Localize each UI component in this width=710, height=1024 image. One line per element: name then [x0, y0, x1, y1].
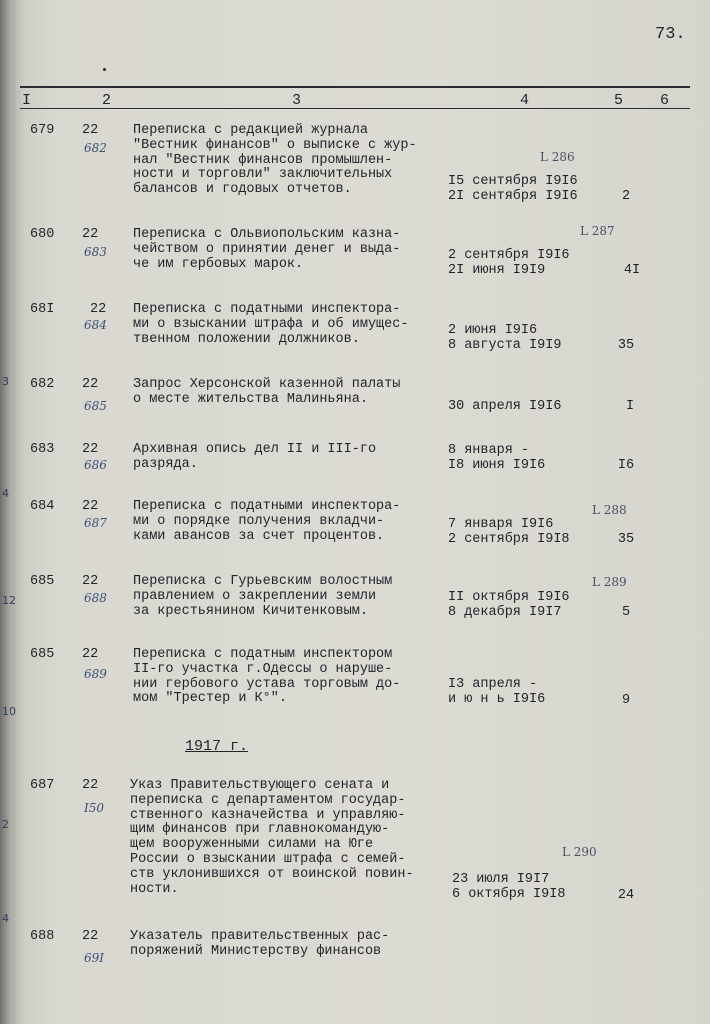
- pencil-annotation: L 287: [580, 224, 615, 238]
- entry-number: 684: [30, 499, 55, 514]
- entry-title: Архивная опись дел II и III-го разряда.: [133, 442, 377, 472]
- entry-title: Переписка с податными инспектора- ми о порядке получения вкладчи- ками авансов за счет процентов.: [133, 499, 401, 544]
- entry-title: Переписка с податным инспектором II-го участка г.Одессы о наруше- нии гербового устава торговым до- мом "Трестер и К°".: [133, 647, 401, 707]
- entry-number: 688: [30, 929, 55, 944]
- header-rule-bottom: [20, 108, 690, 109]
- column-header-fund: 2: [102, 92, 112, 109]
- pencil-annotation: L 288: [592, 503, 627, 517]
- entry-title: Переписка с Гурьевским волостным правлением о закреплении земли за крестьянином Кичитенковым.: [133, 574, 393, 619]
- entry-old-number: 688: [84, 591, 107, 605]
- entry-sheets: I6: [617, 458, 635, 473]
- entry-number: 68I: [30, 302, 55, 317]
- entry-fund: 22: [82, 574, 99, 589]
- entry-old-number: I50: [84, 801, 105, 815]
- edge-mark: 3: [2, 375, 9, 388]
- entry-sheets: 2: [621, 189, 631, 204]
- entry-old-number: 689: [84, 667, 107, 681]
- entry-dates: 7 января I9I6 2 сентября I9I8: [448, 517, 570, 547]
- column-header-dates: 4: [520, 92, 530, 109]
- edge-mark: 4: [2, 912, 9, 925]
- entry-number: 682: [30, 377, 55, 392]
- entry-number: 685: [30, 647, 55, 662]
- page-number: 73.: [655, 25, 686, 44]
- entry-fund: 22: [82, 647, 99, 662]
- entry-sheets: 35: [617, 532, 635, 547]
- edge-mark: 12: [2, 594, 16, 607]
- entry-number: 683: [30, 442, 55, 457]
- entry-fund: 22: [82, 778, 99, 793]
- entry-sheets: 35: [617, 338, 635, 353]
- entry-dates: 8 января - I8 июня I9I6: [448, 443, 546, 473]
- entry-old-number: 686: [84, 458, 107, 472]
- column-header-number: I: [22, 92, 32, 109]
- entry-sheets: 9: [621, 693, 631, 708]
- entry-dates: 30 апреля I9I6: [448, 399, 562, 414]
- entry-number: 679: [30, 123, 55, 138]
- entry-old-number: 683: [84, 245, 107, 259]
- entry-fund: 22: [82, 499, 99, 514]
- entry-dates: II октября I9I6 8 декабря I9I7: [448, 590, 570, 620]
- edge-mark: 4: [2, 487, 9, 500]
- entry-fund: 22: [90, 302, 107, 317]
- column-header-notes: 6: [660, 92, 670, 109]
- pencil-annotation: L 290: [562, 845, 597, 859]
- entry-dates: I3 апреля - и ю н ь I9I6: [448, 677, 546, 707]
- pencil-annotation: L 286: [540, 150, 575, 164]
- entry-old-number: 685: [84, 399, 107, 413]
- entry-title: Переписка с редакцией журнала "Вестник финансов" о выписке с жур- нал "Вестник финансов промышлен- ности и торговли" заключительных балансов и годовых отчетов.: [133, 123, 417, 198]
- column-header-title: 3: [292, 92, 302, 109]
- entry-title: Указ Правительствующего сената и переписка с департаментом государ- ственного казначейства и управляю- щим финансов при главнокомандую- щем вооруженными силами на Юге России о взыскании штрафа с семей- ств уклонившихся от воинской повин- ности.: [130, 778, 414, 897]
- entry-old-number: 682: [84, 141, 107, 155]
- entry-number: 687: [30, 778, 55, 793]
- page-left-edge: [0, 0, 16, 1024]
- entry-title: Указатель правительственных рас- поряжений Министерству финансов: [130, 929, 390, 959]
- header-rule-top: [20, 86, 690, 88]
- entry-title: Запрос Херсонской казенной палаты о месте жительства Малиньяна.: [133, 377, 401, 407]
- entry-fund: 22: [82, 227, 99, 242]
- entry-fund: 22: [82, 123, 99, 138]
- entry-sheets: 5: [621, 605, 631, 620]
- entry-dates: I5 сентября I9I6 2I сентября I9I6: [448, 174, 578, 204]
- entry-sheets: I: [625, 399, 635, 414]
- entry-old-number: 687: [84, 516, 107, 530]
- edge-mark: 2: [2, 818, 9, 831]
- entry-fund: 22: [82, 929, 99, 944]
- year-section-heading: 1917 г.: [185, 738, 249, 755]
- entry-old-number: 69I: [84, 951, 105, 965]
- entry-dates: 2 июня I9I6 8 августа I9I9: [448, 323, 562, 353]
- entry-fund: 22: [82, 442, 99, 457]
- entry-title: Переписка с Ольвиопольским казна- чейством о принятии денег и выда- че им гербовых марок.: [133, 227, 401, 272]
- entry-old-number: 684: [84, 318, 107, 332]
- ink-dot: [103, 68, 106, 71]
- entry-sheets: 4I: [623, 263, 641, 278]
- entry-fund: 22: [82, 377, 99, 392]
- edge-mark: 10: [2, 705, 16, 718]
- entry-number: 685: [30, 574, 55, 589]
- entry-number: 680: [30, 227, 55, 242]
- entry-title: Переписка с податными инспектора- ми о взыскании штрафа и об имущес- твенном положении должников.: [133, 302, 409, 347]
- entry-sheets: 24: [617, 888, 635, 903]
- pencil-annotation: L 289: [592, 575, 627, 589]
- entry-dates: 2 сентября I9I6 2I июня I9I9: [448, 248, 570, 278]
- column-header-sheets: 5: [614, 92, 624, 109]
- entry-dates: 23 июля I9I7 6 октября I9I8: [452, 872, 566, 902]
